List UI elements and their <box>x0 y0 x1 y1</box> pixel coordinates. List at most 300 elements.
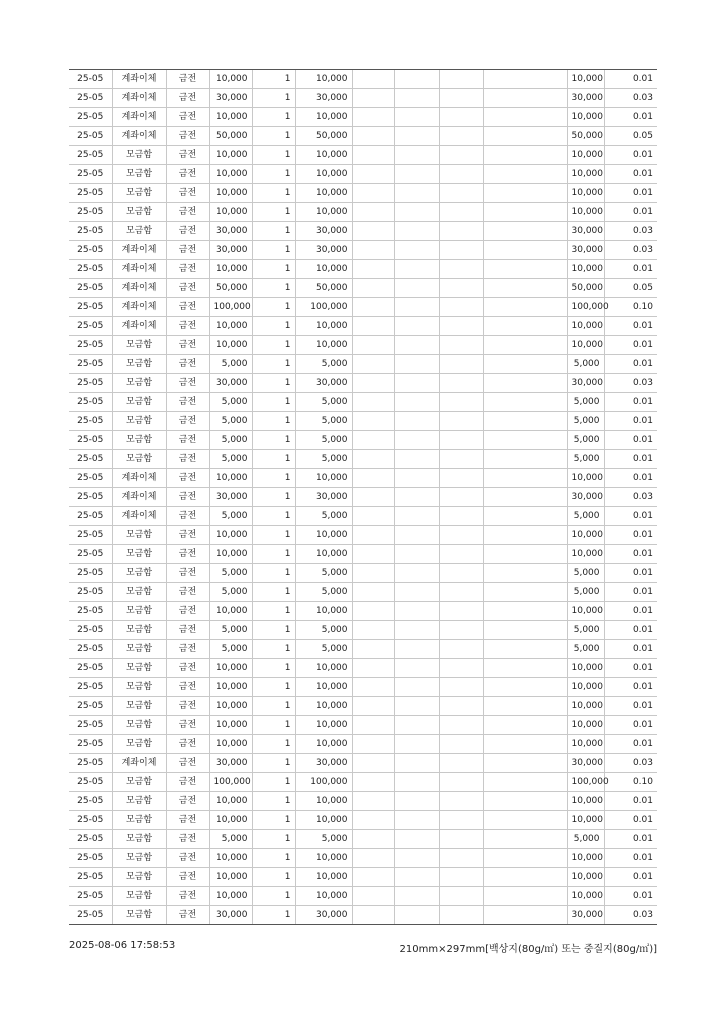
total-cell: 10,000 <box>567 792 604 811</box>
unit-amount-cell: 10,000 <box>209 317 252 336</box>
method-cell: 계좌이체 <box>112 127 166 146</box>
table-row <box>69 355 657 374</box>
blank-cell-1 <box>352 260 394 279</box>
blank-cell-4 <box>483 488 567 507</box>
total-cell: 10,000 <box>567 469 604 488</box>
quantity-cell: 1 <box>252 222 295 241</box>
blank-cell-1 <box>352 279 394 298</box>
total-cell: 10,000 <box>567 203 604 222</box>
blank-cell-1 <box>352 659 394 678</box>
type-cell: 금전 <box>166 488 209 507</box>
method-cell: 모금함 <box>112 526 166 545</box>
amount-cell: 30,000 <box>295 222 352 241</box>
unit-amount-cell: 10,000 <box>209 868 252 887</box>
blank-cell-1 <box>352 507 394 526</box>
blank-cell-4 <box>483 754 567 773</box>
unit-amount-cell: 5,000 <box>209 640 252 659</box>
type-cell: 금전 <box>166 868 209 887</box>
quantity-cell: 1 <box>252 355 295 374</box>
paper-spec: 210mm×297mm[백상지(80g/㎡) 또는 중질지(80g/㎡)] <box>399 944 657 955</box>
method-cell: 모금함 <box>112 545 166 564</box>
amount-cell: 10,000 <box>295 146 352 165</box>
table-row <box>69 868 657 887</box>
period-cell: 25-05 <box>69 906 112 925</box>
period-cell: 25-05 <box>69 887 112 906</box>
method-cell: 계좌이체 <box>112 241 166 260</box>
unit-amount-cell: 30,000 <box>209 89 252 108</box>
blank-cell-1 <box>352 393 394 412</box>
unit-amount-cell: 5,000 <box>209 583 252 602</box>
type-cell: 금전 <box>166 583 209 602</box>
period-cell: 25-05 <box>69 564 112 583</box>
ratio-cell: 0.01 <box>604 431 657 450</box>
amount-cell: 5,000 <box>295 355 352 374</box>
type-cell: 금전 <box>166 241 209 260</box>
method-cell: 모금함 <box>112 412 166 431</box>
type-cell: 금전 <box>166 906 209 925</box>
method-cell: 모금함 <box>112 165 166 184</box>
blank-cell-4 <box>483 355 567 374</box>
amount-cell: 5,000 <box>295 621 352 640</box>
ratio-cell: 0.05 <box>604 127 657 146</box>
period-cell: 25-05 <box>69 260 112 279</box>
total-cell: 5,000 <box>567 507 604 526</box>
blank-cell-3 <box>439 89 483 108</box>
blank-cell-4 <box>483 89 567 108</box>
table-row <box>69 488 657 507</box>
total-cell: 10,000 <box>567 317 604 336</box>
blank-cell-3 <box>439 317 483 336</box>
blank-cell-1 <box>352 165 394 184</box>
blank-cell-2 <box>394 564 439 583</box>
total-cell: 30,000 <box>567 222 604 241</box>
blank-cell-2 <box>394 621 439 640</box>
quantity-cell: 1 <box>252 70 295 89</box>
quantity-cell: 1 <box>252 298 295 317</box>
blank-cell-1 <box>352 203 394 222</box>
quantity-cell: 1 <box>252 507 295 526</box>
blank-cell-2 <box>394 678 439 697</box>
table-row <box>69 450 657 469</box>
total-cell: 5,000 <box>567 621 604 640</box>
ratio-cell: 0.01 <box>604 108 657 127</box>
blank-cell-3 <box>439 830 483 849</box>
blank-cell-2 <box>394 773 439 792</box>
blank-cell-2 <box>394 127 439 146</box>
blank-cell-4 <box>483 621 567 640</box>
blank-cell-4 <box>483 184 567 203</box>
period-cell: 25-05 <box>69 279 112 298</box>
blank-cell-1 <box>352 431 394 450</box>
method-cell: 계좌이체 <box>112 507 166 526</box>
type-cell: 금전 <box>166 735 209 754</box>
amount-cell: 10,000 <box>295 602 352 621</box>
ratio-cell: 0.01 <box>604 146 657 165</box>
quantity-cell: 1 <box>252 602 295 621</box>
total-cell: 10,000 <box>567 811 604 830</box>
table-row <box>69 545 657 564</box>
blank-cell-4 <box>483 526 567 545</box>
blank-cell-3 <box>439 507 483 526</box>
blank-cell-2 <box>394 279 439 298</box>
quantity-cell: 1 <box>252 260 295 279</box>
blank-cell-1 <box>352 906 394 925</box>
blank-cell-2 <box>394 355 439 374</box>
method-cell: 모금함 <box>112 355 166 374</box>
blank-cell-2 <box>394 754 439 773</box>
unit-amount-cell: 10,000 <box>209 659 252 678</box>
blank-cell-2 <box>394 108 439 127</box>
period-cell: 25-05 <box>69 165 112 184</box>
blank-cell-4 <box>483 336 567 355</box>
period-cell: 25-05 <box>69 127 112 146</box>
blank-cell-4 <box>483 393 567 412</box>
table-row <box>69 469 657 488</box>
period-cell: 25-05 <box>69 583 112 602</box>
unit-amount-cell: 5,000 <box>209 830 252 849</box>
table-row <box>69 602 657 621</box>
blank-cell-4 <box>483 564 567 583</box>
ratio-cell: 0.01 <box>604 165 657 184</box>
blank-cell-1 <box>352 602 394 621</box>
table-row <box>69 165 657 184</box>
unit-amount-cell: 50,000 <box>209 127 252 146</box>
blank-cell-4 <box>483 811 567 830</box>
blank-cell-2 <box>394 545 439 564</box>
total-cell: 30,000 <box>567 374 604 393</box>
blank-cell-3 <box>439 203 483 222</box>
blank-cell-2 <box>394 716 439 735</box>
total-cell: 10,000 <box>567 184 604 203</box>
blank-cell-4 <box>483 640 567 659</box>
method-cell: 모금함 <box>112 564 166 583</box>
blank-cell-3 <box>439 336 483 355</box>
table-row <box>69 431 657 450</box>
period-cell: 25-05 <box>69 317 112 336</box>
unit-amount-cell: 10,000 <box>209 70 252 89</box>
blank-cell-3 <box>439 184 483 203</box>
quantity-cell: 1 <box>252 754 295 773</box>
total-cell: 10,000 <box>567 336 604 355</box>
table-row <box>69 241 657 260</box>
print-timestamp: 2025-08-06 17:58:53 <box>69 940 176 951</box>
amount-cell: 5,000 <box>295 830 352 849</box>
blank-cell-4 <box>483 906 567 925</box>
period-cell: 25-05 <box>69 450 112 469</box>
ratio-cell: 0.03 <box>604 222 657 241</box>
ratio-cell: 0.01 <box>604 735 657 754</box>
amount-cell: 5,000 <box>295 564 352 583</box>
blank-cell-1 <box>352 317 394 336</box>
unit-amount-cell: 30,000 <box>209 374 252 393</box>
quantity-cell: 1 <box>252 735 295 754</box>
table-row <box>69 716 657 735</box>
ratio-cell: 0.03 <box>604 89 657 108</box>
quantity-cell: 1 <box>252 488 295 507</box>
period-cell: 25-05 <box>69 830 112 849</box>
table-row <box>69 830 657 849</box>
table-row <box>69 127 657 146</box>
table-row <box>69 906 657 925</box>
total-cell: 10,000 <box>567 526 604 545</box>
blank-cell-4 <box>483 127 567 146</box>
period-cell: 25-05 <box>69 507 112 526</box>
quantity-cell: 1 <box>252 640 295 659</box>
ratio-cell: 0.01 <box>604 526 657 545</box>
method-cell: 모금함 <box>112 735 166 754</box>
period-cell: 25-05 <box>69 640 112 659</box>
table-row <box>69 260 657 279</box>
quantity-cell: 1 <box>252 849 295 868</box>
unit-amount-cell: 10,000 <box>209 260 252 279</box>
table-row <box>69 374 657 393</box>
amount-cell: 30,000 <box>295 488 352 507</box>
ratio-cell: 0.03 <box>604 754 657 773</box>
total-cell: 5,000 <box>567 640 604 659</box>
method-cell: 계좌이체 <box>112 89 166 108</box>
total-cell: 10,000 <box>567 697 604 716</box>
blank-cell-3 <box>439 298 483 317</box>
quantity-cell: 1 <box>252 678 295 697</box>
blank-cell-4 <box>483 431 567 450</box>
period-cell: 25-05 <box>69 393 112 412</box>
unit-amount-cell: 5,000 <box>209 355 252 374</box>
blank-cell-1 <box>352 564 394 583</box>
type-cell: 금전 <box>166 507 209 526</box>
ratio-cell: 0.03 <box>604 241 657 260</box>
blank-cell-1 <box>352 488 394 507</box>
period-cell: 25-05 <box>69 735 112 754</box>
type-cell: 금전 <box>166 602 209 621</box>
total-cell: 10,000 <box>567 849 604 868</box>
amount-cell: 10,000 <box>295 203 352 222</box>
blank-cell-2 <box>394 792 439 811</box>
blank-cell-1 <box>352 583 394 602</box>
blank-cell-2 <box>394 146 439 165</box>
ratio-cell: 0.01 <box>604 621 657 640</box>
type-cell: 금전 <box>166 431 209 450</box>
quantity-cell: 1 <box>252 450 295 469</box>
blank-cell-1 <box>352 127 394 146</box>
total-cell: 5,000 <box>567 450 604 469</box>
total-cell: 100,000 <box>567 298 604 317</box>
method-cell: 모금함 <box>112 146 166 165</box>
period-cell: 25-05 <box>69 241 112 260</box>
table-row <box>69 621 657 640</box>
period-cell: 25-05 <box>69 659 112 678</box>
ratio-cell: 0.03 <box>604 906 657 925</box>
blank-cell-4 <box>483 583 567 602</box>
type-cell: 금전 <box>166 640 209 659</box>
amount-cell: 50,000 <box>295 279 352 298</box>
table-row <box>69 393 657 412</box>
table-row <box>69 792 657 811</box>
blank-cell-1 <box>352 526 394 545</box>
total-cell: 10,000 <box>567 868 604 887</box>
blank-cell-4 <box>483 678 567 697</box>
ratio-cell: 0.01 <box>604 792 657 811</box>
quantity-cell: 1 <box>252 469 295 488</box>
blank-cell-1 <box>352 146 394 165</box>
blank-cell-4 <box>483 70 567 89</box>
amount-cell: 10,000 <box>295 716 352 735</box>
quantity-cell: 1 <box>252 241 295 260</box>
unit-amount-cell: 10,000 <box>209 108 252 127</box>
total-cell: 10,000 <box>567 716 604 735</box>
table-row <box>69 412 657 431</box>
type-cell: 금전 <box>166 830 209 849</box>
amount-cell: 5,000 <box>295 583 352 602</box>
blank-cell-2 <box>394 811 439 830</box>
method-cell: 모금함 <box>112 792 166 811</box>
period-cell: 25-05 <box>69 469 112 488</box>
blank-cell-4 <box>483 374 567 393</box>
quantity-cell: 1 <box>252 526 295 545</box>
total-cell: 10,000 <box>567 735 604 754</box>
blank-cell-3 <box>439 678 483 697</box>
period-cell: 25-05 <box>69 792 112 811</box>
blank-cell-3 <box>439 792 483 811</box>
type-cell: 금전 <box>166 317 209 336</box>
table-row <box>69 754 657 773</box>
blank-cell-2 <box>394 469 439 488</box>
method-cell: 모금함 <box>112 640 166 659</box>
unit-amount-cell: 30,000 <box>209 241 252 260</box>
blank-cell-3 <box>439 108 483 127</box>
total-cell: 10,000 <box>567 260 604 279</box>
blank-cell-4 <box>483 602 567 621</box>
blank-cell-1 <box>352 754 394 773</box>
method-cell: 모금함 <box>112 868 166 887</box>
quantity-cell: 1 <box>252 583 295 602</box>
quantity-cell: 1 <box>252 811 295 830</box>
ledger-body <box>69 70 657 925</box>
type-cell: 금전 <box>166 70 209 89</box>
unit-amount-cell: 10,000 <box>209 735 252 754</box>
blank-cell-4 <box>483 165 567 184</box>
ratio-cell: 0.01 <box>604 412 657 431</box>
blank-cell-1 <box>352 298 394 317</box>
table-row <box>69 811 657 830</box>
quantity-cell: 1 <box>252 887 295 906</box>
quantity-cell: 1 <box>252 184 295 203</box>
unit-amount-cell: 5,000 <box>209 450 252 469</box>
amount-cell: 10,000 <box>295 469 352 488</box>
amount-cell: 10,000 <box>295 659 352 678</box>
blank-cell-1 <box>352 241 394 260</box>
type-cell: 금전 <box>166 773 209 792</box>
ratio-cell: 0.01 <box>604 564 657 583</box>
blank-cell-1 <box>352 868 394 887</box>
blank-cell-1 <box>352 887 394 906</box>
table-row <box>69 184 657 203</box>
ratio-cell: 0.01 <box>604 355 657 374</box>
blank-cell-2 <box>394 260 439 279</box>
ratio-cell: 0.01 <box>604 887 657 906</box>
blank-cell-2 <box>394 488 439 507</box>
period-cell: 25-05 <box>69 298 112 317</box>
method-cell: 계좌이체 <box>112 488 166 507</box>
total-cell: 10,000 <box>567 602 604 621</box>
type-cell: 금전 <box>166 108 209 127</box>
method-cell: 계좌이체 <box>112 260 166 279</box>
blank-cell-4 <box>483 469 567 488</box>
blank-cell-2 <box>394 70 439 89</box>
unit-amount-cell: 10,000 <box>209 602 252 621</box>
period-cell: 25-05 <box>69 203 112 222</box>
ratio-cell: 0.01 <box>604 659 657 678</box>
blank-cell-4 <box>483 697 567 716</box>
amount-cell: 30,000 <box>295 374 352 393</box>
blank-cell-1 <box>352 830 394 849</box>
blank-cell-3 <box>439 431 483 450</box>
table-row <box>69 583 657 602</box>
method-cell: 모금함 <box>112 583 166 602</box>
unit-amount-cell: 10,000 <box>209 792 252 811</box>
total-cell: 30,000 <box>567 488 604 507</box>
unit-amount-cell: 100,000 <box>209 773 252 792</box>
blank-cell-4 <box>483 507 567 526</box>
type-cell: 금전 <box>166 222 209 241</box>
period-cell: 25-05 <box>69 773 112 792</box>
type-cell: 금전 <box>166 526 209 545</box>
method-cell: 계좌이체 <box>112 754 166 773</box>
ratio-cell: 0.01 <box>604 583 657 602</box>
ratio-cell: 0.01 <box>604 640 657 659</box>
ratio-cell: 0.01 <box>604 716 657 735</box>
amount-cell: 5,000 <box>295 393 352 412</box>
method-cell: 모금함 <box>112 203 166 222</box>
unit-amount-cell: 10,000 <box>209 678 252 697</box>
blank-cell-2 <box>394 412 439 431</box>
blank-cell-1 <box>352 469 394 488</box>
quantity-cell: 1 <box>252 203 295 222</box>
blank-cell-3 <box>439 412 483 431</box>
period-cell: 25-05 <box>69 374 112 393</box>
period-cell: 25-05 <box>69 545 112 564</box>
method-cell: 계좌이체 <box>112 108 166 127</box>
table-row <box>69 773 657 792</box>
blank-cell-1 <box>352 222 394 241</box>
type-cell: 금전 <box>166 659 209 678</box>
blank-cell-2 <box>394 203 439 222</box>
table-row <box>69 279 657 298</box>
ratio-cell: 0.01 <box>604 260 657 279</box>
period-cell: 25-05 <box>69 488 112 507</box>
period-cell: 25-05 <box>69 146 112 165</box>
ratio-cell: 0.10 <box>604 298 657 317</box>
method-cell: 모금함 <box>112 678 166 697</box>
quantity-cell: 1 <box>252 868 295 887</box>
method-cell: 모금함 <box>112 830 166 849</box>
blank-cell-4 <box>483 298 567 317</box>
unit-amount-cell: 5,000 <box>209 621 252 640</box>
blank-cell-1 <box>352 716 394 735</box>
blank-cell-3 <box>439 659 483 678</box>
amount-cell: 10,000 <box>295 317 352 336</box>
method-cell: 모금함 <box>112 697 166 716</box>
total-cell: 5,000 <box>567 431 604 450</box>
blank-cell-1 <box>352 735 394 754</box>
type-cell: 금전 <box>166 545 209 564</box>
unit-amount-cell: 10,000 <box>209 849 252 868</box>
ratio-cell: 0.01 <box>604 336 657 355</box>
amount-cell: 10,000 <box>295 678 352 697</box>
method-cell: 모금함 <box>112 336 166 355</box>
amount-cell: 5,000 <box>295 640 352 659</box>
blank-cell-4 <box>483 792 567 811</box>
quantity-cell: 1 <box>252 412 295 431</box>
